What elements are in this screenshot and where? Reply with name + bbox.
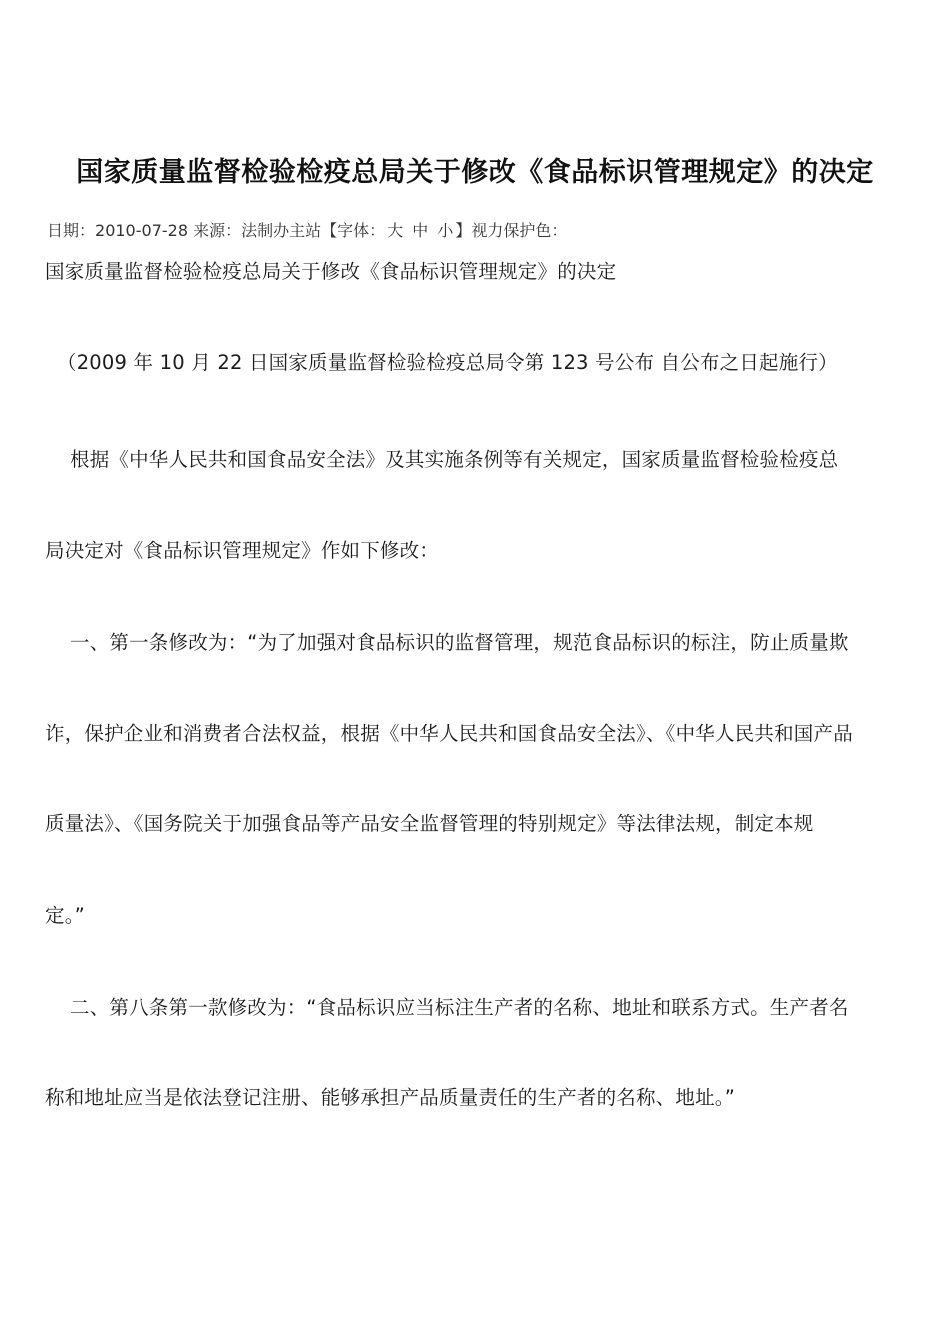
document-title: 国家质量监督检验检疫总局关于修改《食品标识管理规定》的决定 (76, 157, 874, 188)
paragraph-line: 局决定对《食品标识管理规定》作如下修改： (45, 539, 440, 562)
promulgation-note: （2009 年 10 月 22 日国家质量监督检验检疫总局令第 123 号公布 自公布之日起施行） (57, 351, 838, 374)
date-label: 日期： (47, 221, 96, 240)
source-value: 法制办主站 (241, 221, 322, 240)
eye-protect-color-label: 视力保护色： (471, 221, 568, 240)
date-value: 2010-07-28 (95, 221, 188, 240)
font-size-large-button[interactable]: 大 (387, 221, 404, 240)
paragraph-line: 一、第一条修改为：“为了加强对食品标识的监督管理，规范食品标识的标注，防止质量欺 (70, 631, 849, 654)
paragraph-line: 称和地址应当是依法登记注册、能够承担产品质量责任的生产者的名称、地址。” (45, 1086, 736, 1109)
paragraph-line: 质量法》、《国务院关于加强食品等产品安全监督管理的特别规定》等法律法规，制定本规 (45, 812, 814, 835)
font-size-medium-button[interactable]: 中 (412, 221, 429, 240)
document-subtitle: 国家质量监督检验检疫总局关于修改《食品标识管理规定》的决定 (45, 260, 617, 283)
paragraph-line: 定。” (45, 904, 85, 927)
source-label: 来源： (188, 221, 242, 240)
article-meta-bar (47, 218, 567, 241)
font-size-small-button[interactable]: 小 (437, 221, 454, 240)
font-size-close: 】 (455, 221, 472, 240)
font-size-open: 【字体： (321, 221, 386, 240)
paragraph-line: 诈，保护企业和消费者合法权益，根据《中华人民共和国食品安全法》、《中华人民共和国产品 (45, 722, 853, 745)
paragraph-line: 根据《中华人民共和国食品安全法》及其实施条例等有关规定，国家质量监督检验检疫总 (70, 448, 839, 471)
paragraph-line: 二、第八条第一款修改为：“食品标识应当标注生产者的名称、地址和联系方式。生产者名 (70, 996, 849, 1019)
